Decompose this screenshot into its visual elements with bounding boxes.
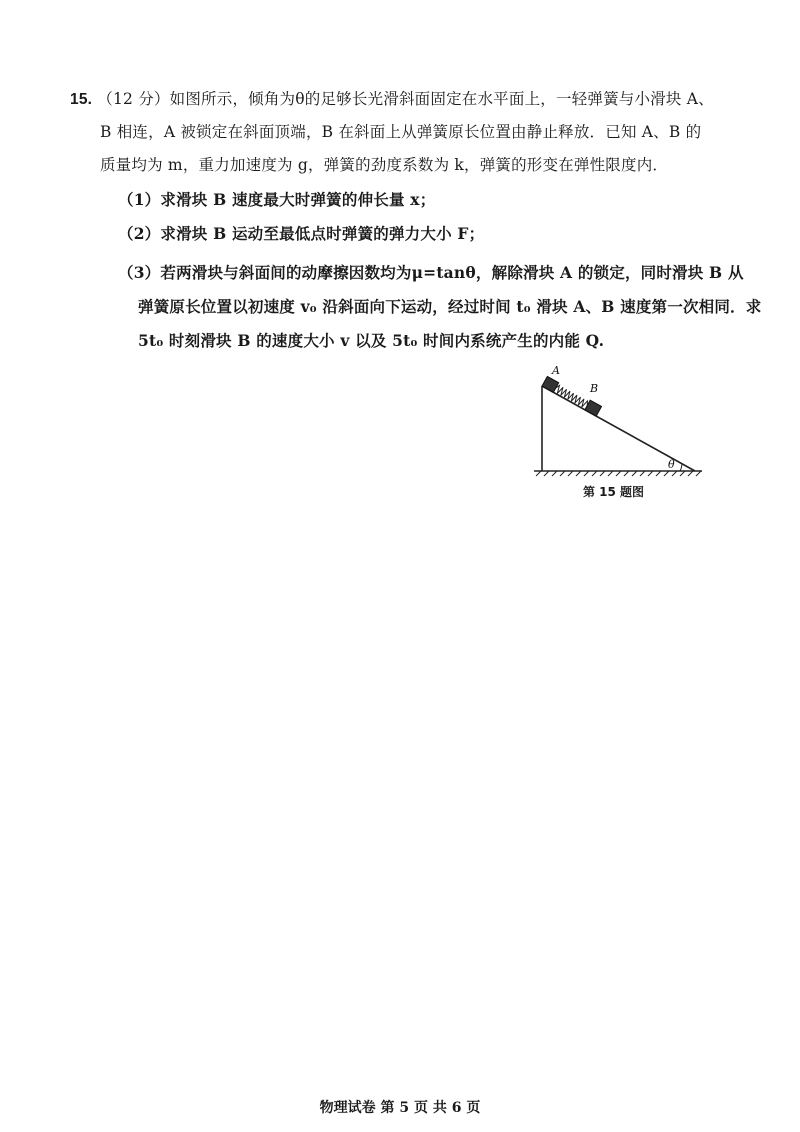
part-1-text: （1）求滑块 B 速度最大时弹簧的伸长量 x； (118, 190, 436, 209)
part-3-line-2: 弹簧原长位置以初速度 v₀ 沿斜面向下运动，经过时间 t₀ 滑块 A、B 速度第一次相同．求 (138, 297, 762, 316)
question-15-line-1 (70, 88, 714, 111)
label-b: B (590, 382, 599, 395)
spring (554, 384, 589, 408)
question-number: 15. (70, 91, 93, 108)
page-footer: 物理试卷 第 5 页 共 6 页 (319, 1100, 481, 1116)
label-theta: θ (668, 458, 675, 471)
label-a: A (552, 366, 560, 377)
block-a (542, 376, 559, 392)
question-15-line-2: B 相连，A 被锁定在斜面顶端，B 在斜面上从弹簧原长位置由静止释放．已知 A、B 的 (100, 123, 702, 141)
part-3-line-1: （3）若两滑块与斜面间的动摩擦因数均为μ=tanθ，解除滑块 A 的锁定，同时滑块 B 从 (118, 263, 744, 282)
question-text-1: （12 分）如图所示，倾角为θ的足够长光滑斜面固定在水平面上，一轻弹簧与小滑块 A、 (97, 90, 714, 108)
figure-caption: 第 15 题图 (583, 485, 645, 499)
question-15-line-3: 质量均为 m，重力加速度为 g，弹簧的劲度系数为 k，弹簧的形变在弹性限度内． (100, 156, 669, 174)
ground (534, 471, 702, 476)
part-2-text: （2）求滑块 B 运动至最低点时弹簧的弹力大小 F； (118, 224, 485, 243)
part-3-line-3: 5t₀ 时刻滑块 B 的速度大小 v 以及 5t₀ 时间内系统产生的内能 Q. (138, 331, 605, 350)
angle-arc (680, 464, 682, 471)
